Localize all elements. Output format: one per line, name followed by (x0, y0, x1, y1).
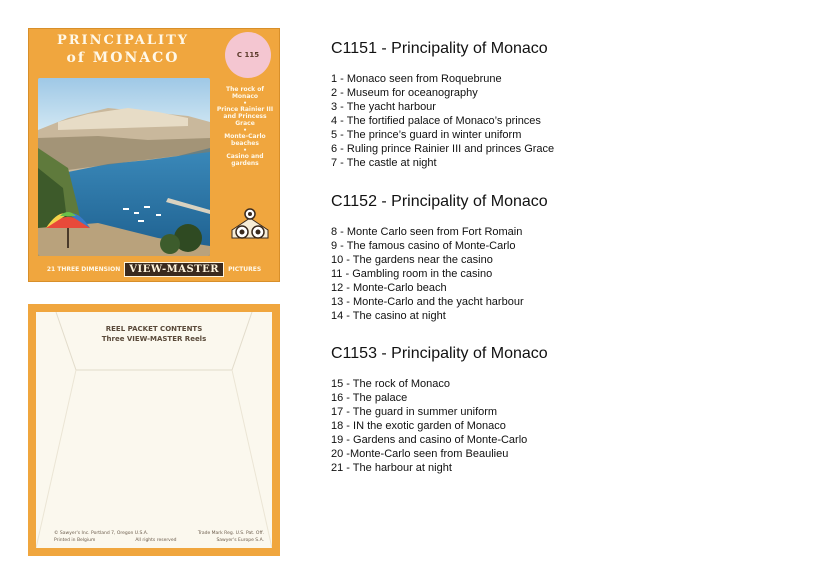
envelope-flap-lines (36, 312, 272, 548)
scene-item: 17 - The guard in summer uniform (331, 406, 498, 418)
fine-print (54, 530, 264, 544)
fine-print-trademark: Trade Mark Reg. U.S. Pat. Off. (197, 531, 264, 536)
scene-item: 11 - Gambling room in the casino (331, 268, 493, 280)
scene-item: 21 - The harbour at night (331, 462, 452, 474)
scene-item: 7 - The castle at night (331, 157, 437, 169)
scene-item: 10 - The gardens near the casino (331, 254, 493, 266)
scene-item: 2 - Museum for oceanography (331, 87, 478, 99)
fine-print-copyright: © Sawyer's Inc. Portland 7, Oregon U.S.A. (54, 531, 149, 536)
scene-item: 12 - Monte-Carlo beach (331, 282, 447, 294)
scene-item: 14 - The casino at night (331, 310, 446, 322)
scene-item: 8 - Monte Carlo seen from Fort Romain (331, 226, 523, 238)
back-card (36, 312, 272, 548)
packet-title-line2: of MONACO (66, 50, 180, 66)
section-title: C1151 - Principality of Monaco (331, 40, 548, 57)
reel-section-c1153 (331, 345, 791, 475)
back-packet-image (28, 304, 280, 556)
section-title: C1152 - Principality of Monaco (331, 193, 548, 210)
packet-number: C 115 (236, 51, 260, 59)
scene-item: 4 - The fortified palace of Monaco’s princes (331, 115, 541, 127)
scene-item: 18 - IN the exotic garden of Monaco (331, 420, 506, 432)
scene-item: 1 - Monaco seen from Roquebrune (331, 73, 502, 85)
fine-print-company: Sawyer's Europe S.A. (216, 538, 264, 543)
reel-section-c1152 (331, 193, 791, 323)
reel-packet-title-line1: REEL PACKET CONTENTS (105, 325, 203, 333)
fine-print-rights: All rights reserved (135, 538, 177, 543)
highlight-item: Prince Rainier III and Princess Grace (216, 106, 274, 127)
scene-list (331, 377, 791, 475)
bullet-dot: • (243, 100, 247, 107)
fine-print-printed: Printed in Belgium (54, 538, 96, 543)
footer-left-text: 21 THREE DIMENSION (46, 265, 121, 273)
bullet-dot: • (243, 147, 247, 154)
scene-list (331, 72, 791, 170)
scene-item: 5 - The prince’s guard in winter uniform (331, 129, 522, 141)
scene-item: 19 - Gardens and casino of Monte-Carlo (331, 434, 528, 446)
highlight-item: The rock of Monaco (226, 86, 264, 100)
highlight-item: Casino and gardens (226, 153, 264, 167)
scene-item: 20 -Monte-Carlo seen from Beaulieu (331, 448, 509, 460)
scene-item: 16 - The palace (331, 392, 408, 404)
packet-title-line1: PRINCIPALITY (56, 33, 190, 48)
scene-item: 15 - The rock of Monaco (331, 378, 451, 390)
viewer-logo-icon (226, 204, 274, 252)
monaco-photo (38, 78, 210, 256)
section-title: C1153 - Principality of Monaco (331, 345, 548, 362)
reel-packet-title (36, 324, 272, 344)
footer-right-text: PICTURES (228, 265, 262, 273)
scene-item: 13 - Monte-Carlo and the yacht harbour (331, 296, 524, 308)
reel-section-c1151 (331, 40, 791, 170)
scene-item: 6 - Ruling prince Rainier III and princes Grace (331, 143, 555, 155)
bullet-dot: • (243, 127, 247, 134)
scene-list (331, 225, 791, 323)
scene-item: 3 - The yacht harbour (331, 101, 436, 113)
highlight-item: Monte-Carlo beaches (224, 133, 266, 147)
packet-number-badge (225, 32, 271, 78)
brand-logo: VIEW-MASTER (124, 262, 224, 277)
scene-item: 9 - The famous casino of Monte-Carlo (331, 240, 516, 252)
reel-packet-title-line2: Three VIEW-MASTER Reels (101, 335, 207, 343)
front-packet-image (28, 28, 280, 282)
packet-highlights (214, 86, 276, 168)
packet-footer (28, 260, 280, 278)
